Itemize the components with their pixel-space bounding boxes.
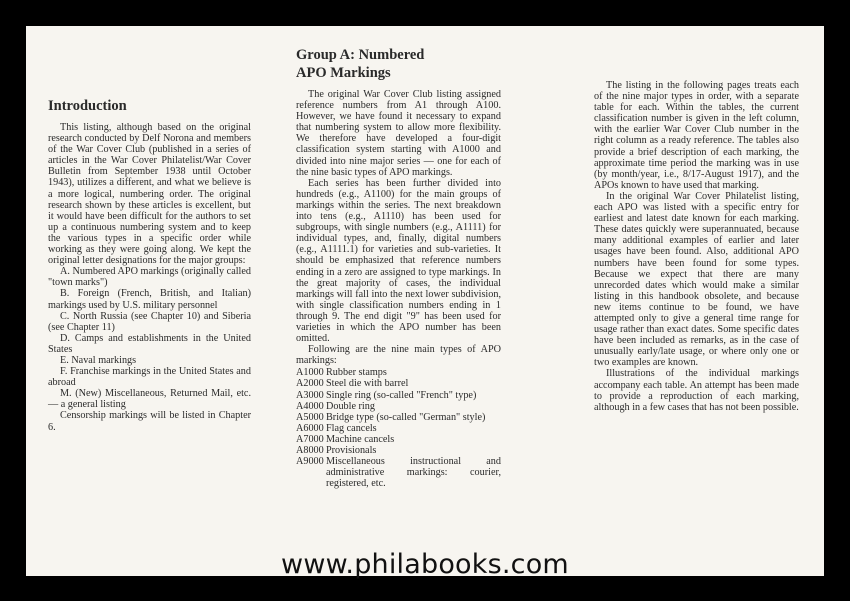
apo-types-list	[296, 367, 501, 489]
apo-type-row	[296, 423, 501, 434]
apo-type-code: A6000	[296, 422, 324, 434]
apo-type-desc: Machine cancels	[326, 433, 395, 445]
apo-type-desc: Miscellaneous instructional and administrative markings: courier, registered, etc.	[326, 456, 501, 490]
watermark-text: www.philabooks.com	[281, 549, 569, 580]
censorship-note: Censorship markings will be listed in Chapter 6.	[48, 410, 251, 433]
apo-type-desc: Bridge type (so-called "German" style)	[326, 411, 486, 423]
apo-type-code: A5000	[296, 411, 324, 423]
apo-type-code: A3000	[296, 389, 324, 401]
apo-type-row	[296, 401, 501, 412]
group-a-paragraph: Each series has been further divided into hundreds (e.g., A1100) for the main groups of markings within the series. The next breakdown into tens (e.g., A1110) has been used for subgroups, with single numbers (e.g., A1111) for individual types, and, finally, digital numbers (e.g., A1111.1) for varieties and sub-varieties. It should be emphasized that reference numbers ending in a zero are assigned to type markings. In the great majority of cases, the individual markings will fall into the next lower subdivision, with single classification numbers ending in 1 through 9. The end digit "9" has been used for varieties in which the APO number has been omitted.	[296, 177, 501, 345]
apo-type-row	[296, 445, 501, 456]
group-a-paragraph: The original War Cover Club listing assigned reference numbers from A1 through A100. However, we have found it necessary to expand that numbering system to allow more flexibility. We therefore have developed a four-digit classification system starting with A1000 and divided into nine major series — one for each of the nine basic types of APO markings.	[296, 89, 501, 178]
apo-type-desc: Flag cancels	[326, 422, 377, 434]
apo-type-code: A9000	[296, 456, 324, 468]
apo-type-row	[296, 412, 501, 423]
group-a-column	[296, 89, 501, 489]
group-item-e: E. Naval markings	[60, 354, 137, 366]
apo-type-row	[296, 367, 501, 378]
group-item-c: C. North Russia (see Chapter 10) and Siberia (see Chapter 11)	[48, 310, 251, 333]
apo-type-code: A2000	[296, 378, 324, 390]
group-a-heading-line1: Group A: Numbered	[296, 47, 425, 63]
introduction-column	[48, 122, 251, 433]
group-item-b: B. Foreign (French, British, and Italian) markings used by U.S. military personnel	[48, 288, 251, 311]
introduction-heading: Introduction	[48, 98, 127, 114]
group-a-heading	[296, 46, 424, 82]
apo-type-row	[296, 378, 501, 389]
apo-type-desc: Provisionals	[326, 445, 377, 456]
apo-type-row	[296, 390, 501, 401]
group-item-d: D. Camps and establishments in the United States	[48, 332, 251, 355]
apo-type-desc: Rubber stamps	[326, 367, 387, 379]
apo-type-code: A7000	[296, 433, 324, 445]
group-item-f: F. Franchise markings in the United States and abroad	[48, 366, 251, 389]
group-item-a: A. Numbered APO markings (originally called "town marks")	[48, 266, 251, 289]
apo-type-row	[296, 456, 501, 489]
apo-type-code: A1000	[296, 367, 324, 379]
intro-paragraph: This listing, although based on the original research conducted by Delf Norona and members of the War Cover Club (published in a series of articles in the War Cover Philatelist/War Cover Bulletin from September 1938 until October 1943), utilizes a different, and what we believe is a more logical, numbering order. The original research shown by these articles is excellent, but it would have been difficult for the authors to set up a continuous numbering system and to keep the various types in a specific order while working as they were going along. We kept the original letter designations for the major groups:	[48, 122, 251, 267]
listing-column	[594, 80, 799, 413]
apo-type-desc: Double ring	[326, 400, 375, 412]
listing-paragraph: In the original War Cover Philatelist listing, each APO was listed with a specific entry for earliest and latest date known for each marking. These dates quickly were superannuated, because many additional examples of earlier and later usages have been found. Also, additional APO numbers have been found for some types. Because we expect that there are many unrecorded dates which would make a similar listing in this handbook obsolete, and because new items continue to be found, we have attempted only to give a general time range for usage rather than exact dates. Some specific dates have been included as remarks, as in the case of unusually early/late usage, or where only one or two examples are known.	[594, 190, 799, 369]
group-a-paragraph: Following are the nine main types of APO markings:	[296, 344, 501, 367]
listing-paragraph: The listing in the following pages treats each of the nine major types in order, with a separate table for each. Within the tables, the current classification number is given in the left column, with the earlier War Cover Club number in the right column as a ready reference. The tables also provide a brief description of each marking, the approximate time period the marking was in use (by month/year, i.e., 8/17-August 1917), and the APOs known to have used that marking.	[594, 80, 799, 191]
apo-type-code: A8000	[296, 445, 324, 456]
apo-type-desc: Single ring (so-called "French" type)	[326, 389, 477, 401]
apo-type-desc: Steel die with barrel	[326, 378, 409, 390]
apo-type-row	[296, 434, 501, 445]
listing-paragraph: Illustrations of the individual markings accompany each table. An attempt has been made to provide a reproduction of each marking, although in a few cases that has not been possible.	[594, 368, 799, 413]
group-item-m: M. (New) Miscellaneous, Returned Mail, etc. — a general listing	[48, 388, 251, 411]
book-page	[26, 26, 824, 576]
apo-type-code: A4000	[296, 400, 324, 412]
group-a-heading-line2: APO Markings	[296, 65, 391, 81]
